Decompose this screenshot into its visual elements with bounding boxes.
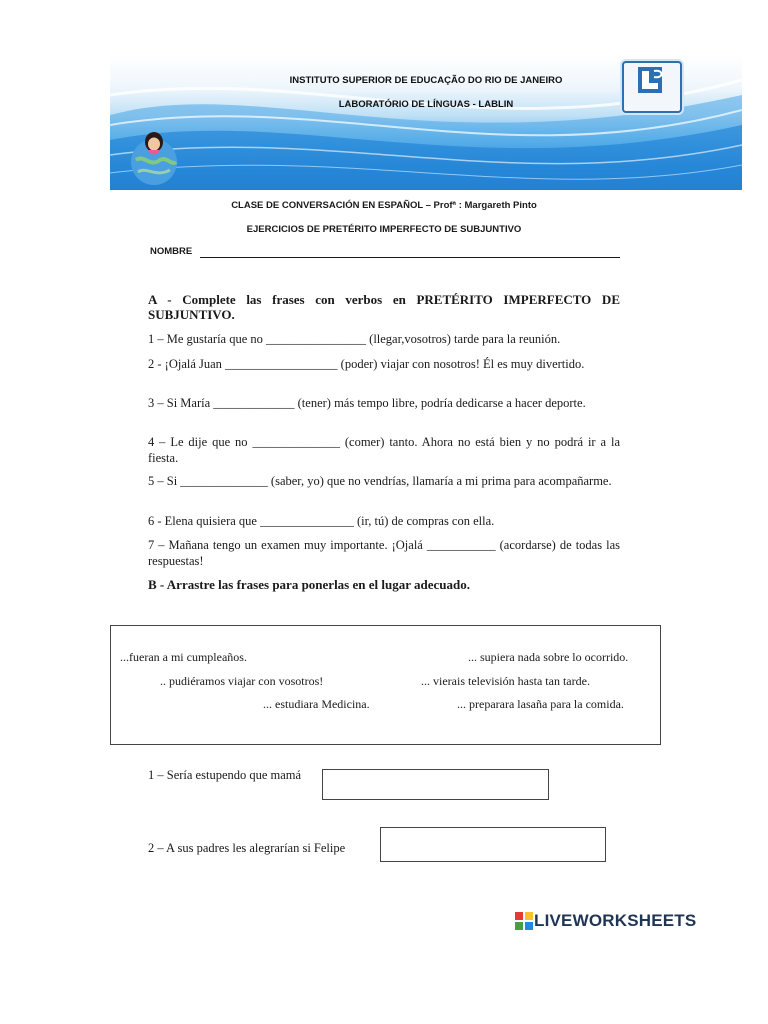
drop-sentence-2: 2 – A sus padres les alegrarían si Felipe	[148, 841, 346, 855]
header-banner	[110, 55, 742, 190]
exercise-subtitle: EJERCICIOS DE PRETÉRITO IMPERFECTO DE SUBJUNTIVO	[246, 224, 522, 235]
liveworksheets-grid-icon	[515, 912, 533, 930]
draggable-phrase-4[interactable]: ... vierais televisión hasta tan tarde.	[421, 674, 590, 688]
name-underline	[200, 257, 620, 258]
exercise-item-6: 6 - Elena quisiera que _______________ (ir, tú) de compras con ella.	[148, 514, 495, 528]
name-field	[150, 246, 620, 260]
draggable-phrase-5[interactable]: ... estudiara Medicina.	[263, 697, 370, 711]
drop-sentence-1: 1 – Sería estupendo que mamá	[148, 768, 302, 782]
exercise-item-1: 1 – Me gustaría que no ________________ (llegar,vosotros) tarde para la reunión.	[148, 332, 561, 346]
drag-phrases-box	[110, 625, 661, 745]
section-b-title: B - Arrastre las frases para ponerlas en el lugar adecuado.	[148, 577, 470, 592]
brand-name: LIVEWORKSHEETS	[534, 911, 697, 930]
lab-name: LABORATÓRIO DE LÍNGUAS - LABLIN	[338, 99, 514, 110]
draggable-phrase-6[interactable]: ... preparara lasaña para la comida.	[457, 697, 624, 711]
exercise-item-5: 5 – Si ______________ (saber, yo) que no vendrías, llamaría a mi prima para acompañarme.	[148, 474, 612, 488]
draggable-phrase-3[interactable]: .. pudiéramos viajar con vosotros!	[160, 674, 324, 688]
institute-name: INSTITUTO SUPERIOR DE EDUCAÇÃO DO RIO DE JANEIRO	[289, 75, 563, 86]
lablin-logo	[622, 61, 682, 113]
draggable-phrase-1[interactable]: ...fueran a mi cumpleaños.	[120, 650, 247, 664]
drop-target-2[interactable]	[380, 827, 606, 862]
section-a-title: A - Complete las frases con verbos en PRETÉRITO IMPERFECTO DE SUBJUNTIVO.	[148, 292, 620, 322]
draggable-phrase-2[interactable]: ... supiera nada sobre lo ocorrido.	[468, 650, 629, 664]
course-title: CLASE DE CONVERSACIÓN EN ESPAÑOL – Profª : Margareth Pinto	[231, 200, 537, 211]
exercise-item-3: 3 – Si María _____________ (tener) más tempo libre, podría dedicarse a hacer deporte.	[148, 396, 586, 410]
name-label: NOMBRE	[150, 246, 193, 257]
exercise-item-7: 7 – Mañana tengo un examen muy importante. ¡Ojalá ___________ (acordarse) de todas las respuestas!	[148, 538, 620, 568]
exercise-item-2: 2 - ¡Ojalá Juan __________________ (poder) viajar con nosotros! Él es muy divertido.	[148, 357, 585, 371]
drop-target-1[interactable]	[322, 769, 549, 800]
exercise-item-4: 4 – Le dije que no ______________ (comer) tanto. Ahora no está bien y no podrá ir a la fiesta.	[148, 435, 620, 465]
globe-girl-icon	[128, 130, 180, 186]
liveworksheets-logo	[515, 910, 696, 932]
logo-icon	[624, 63, 676, 99]
